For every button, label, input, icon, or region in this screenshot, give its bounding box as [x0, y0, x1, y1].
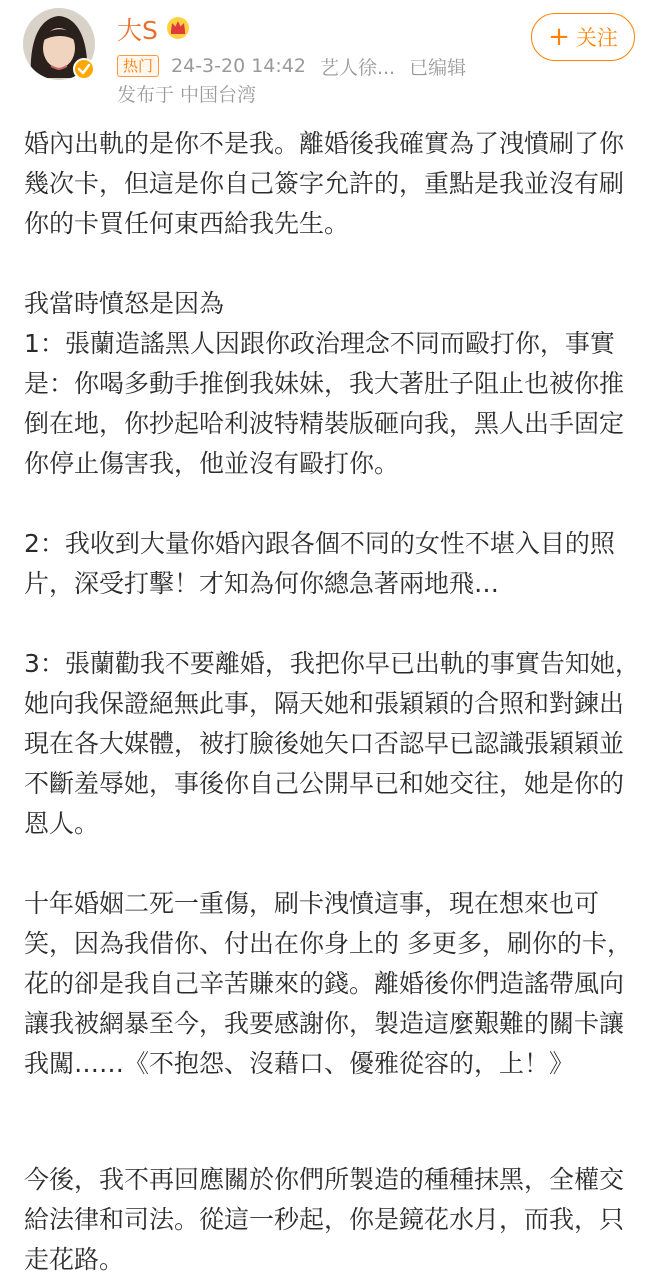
author-name[interactable]: 大S	[117, 16, 158, 45]
verified-badge-icon	[73, 58, 95, 80]
post-paragraph: 2：我收到大量你婚內跟各個不同的女性不堪入目的照片，深受打擊！才知為何你總急著兩地飛…	[24, 529, 615, 598]
post-header	[0, 0, 660, 120]
post-date: 24-3-20 14:42	[171, 55, 306, 77]
post-source[interactable]: 艺人徐...	[319, 56, 396, 79]
plus-icon: +	[548, 22, 570, 52]
post-paragraph: 婚內出軌的是你不是我。離婚後我確實為了洩憤刷了你幾次卡，但這是你自己簽字允許的，重點是我並沒有刷你的卡買任何東西給我先生。	[24, 129, 625, 238]
follow-button[interactable]	[531, 13, 635, 61]
post-meta	[117, 53, 466, 79]
post-paragraph: 3：張蘭勸我不要離婚，我把你早已出軌的事實告知她，她向我保證絕無此事，隔天她和張穎穎的合照和對鍊出現在各大媒體，被打臉後她矢口否認早已認識張穎穎並不斷羞辱她，事後你自己公開早已和她交往，她是你的恩人。	[24, 649, 640, 838]
crown-icon	[166, 15, 190, 39]
follow-label: 关注	[575, 26, 618, 50]
post-paragraph: 十年婚姻二死一重傷，刷卡洩憤這事，現在想來也可笑，因為我借你、付出在你身上的 多更多，刷你的卡，花的卻是我自己辛苦賺來的錢。離婚後你們造謠帶風向讓我被網暴至今，我要感謝你，製造這麼艱難的關卡讓我闖……《不抱怨、沒藉口、優雅從容的，上！》	[24, 889, 632, 1078]
post-paragraph: 今後，我不再回應關於你們所製造的種種抹黑，全權交給法律和司法。從這一秒起，你是鏡花水月，而我，只走花路。	[24, 1165, 625, 1274]
post-paragraph: 我當時憤怒是因為	[24, 289, 225, 318]
post-location: 发布于 中国台湾	[117, 84, 257, 106]
post-body	[24, 124, 640, 1280]
hot-badge: 热门	[117, 55, 159, 77]
post-paragraph: 1：張蘭造謠黑人因跟你政治理念不同而毆打你，事實是：你喝多動手推倒我妹妹，我大著肚子阻止也被你推倒在地，你抄起哈利波特精裝版砸向我，黑人出手固定你停止傷害我，他並沒有毆打你。	[24, 329, 625, 478]
edited-label[interactable]: 已编辑	[409, 56, 467, 79]
